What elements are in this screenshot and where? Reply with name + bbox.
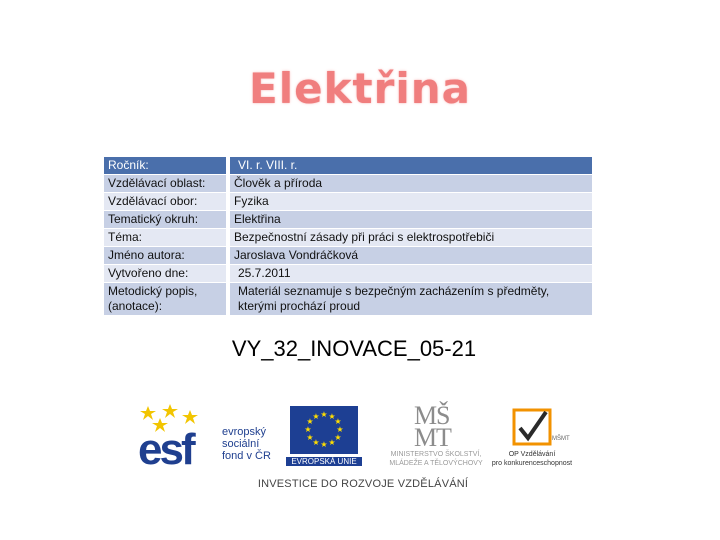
- msmt-label: MINISTERSTVO ŠKOLSTVÍ, MLÁDEŽE A TĚLOVÝCHOVY: [389, 451, 483, 467]
- svg-text:esf: esf: [138, 425, 193, 468]
- svg-text:★: ★: [334, 417, 342, 426]
- esf-logo: [138, 404, 278, 468]
- row-value: Elektřina: [230, 211, 592, 229]
- svg-text:★: ★: [312, 438, 320, 447]
- svg-text:★: ★: [304, 425, 312, 434]
- metadata-table: [104, 157, 592, 315]
- table-row: [104, 157, 592, 175]
- row-value: Bezpečnostní zásady při práci s elektrospotřebiči: [230, 229, 592, 247]
- table-row: [104, 265, 592, 283]
- svg-text:M: M: [414, 401, 438, 430]
- row-value: Fyzika: [230, 193, 592, 211]
- svg-text:★: ★: [306, 433, 314, 442]
- svg-text:T: T: [436, 423, 452, 450]
- table-row: [104, 247, 592, 265]
- logo-strip: [138, 400, 588, 500]
- esf-label: evropský sociální fond v ČR: [222, 426, 271, 462]
- table-row: [104, 229, 592, 247]
- row-value: 25.7.2011: [230, 265, 592, 283]
- row-label: Tematický okruh:: [104, 211, 226, 229]
- svg-text:★: ★: [306, 417, 314, 426]
- svg-text:★: ★: [312, 412, 320, 421]
- eu-logo: [286, 404, 362, 468]
- row-value: VI. r. VIII. r.: [230, 157, 592, 175]
- op-logo: [484, 406, 580, 472]
- svg-text:M: M: [414, 423, 438, 450]
- table-row: [104, 211, 592, 229]
- op-label: OP Vzdělávání pro konkurenceschopnost: [491, 451, 573, 467]
- material-code: VY_32_INOVACE_05-21: [231, 336, 477, 361]
- op-icon: [484, 406, 580, 450]
- row-label: Metodický popis, (anotace):: [104, 283, 226, 316]
- msmt-logo: [376, 400, 496, 470]
- row-label: Vytvořeno dne:: [104, 265, 226, 283]
- svg-text:★: ★: [320, 440, 328, 449]
- row-label: Téma:: [104, 229, 226, 247]
- svg-text:★: ★: [320, 410, 328, 419]
- row-label: Jméno autora:: [104, 247, 226, 265]
- table-row: [104, 283, 592, 316]
- svg-text:★: ★: [334, 433, 342, 442]
- svg-text:★: ★: [328, 412, 336, 421]
- row-value: Materiál seznamuje s bezpečným zacházením s předměty, kterými prochází proud: [230, 283, 592, 316]
- svg-text:★: ★: [336, 425, 344, 434]
- investice-tagline: INVESTICE DO ROZVOJE VZDĚLÁVÁNÍ: [257, 478, 469, 490]
- table-row: [104, 193, 592, 211]
- row-label: Vzdělávací oblast:: [104, 175, 226, 193]
- row-label: Vzdělávací obor:: [104, 193, 226, 211]
- svg-text:★: ★: [328, 438, 336, 447]
- row-label: Ročník:: [104, 157, 226, 175]
- msmt-icon: [376, 400, 496, 450]
- svg-text:MŠMT: MŠMT: [552, 436, 570, 442]
- table-row: [104, 175, 592, 193]
- eu-label: EVROPSKÁ UNIE: [286, 457, 362, 466]
- svg-text:Š: Š: [436, 401, 451, 430]
- eu-flag-icon: [290, 406, 358, 454]
- row-value: Člověk a příroda: [230, 175, 592, 193]
- row-value: Jaroslava Vondráčková: [230, 247, 592, 265]
- page-title: Elektřina: [249, 64, 471, 113]
